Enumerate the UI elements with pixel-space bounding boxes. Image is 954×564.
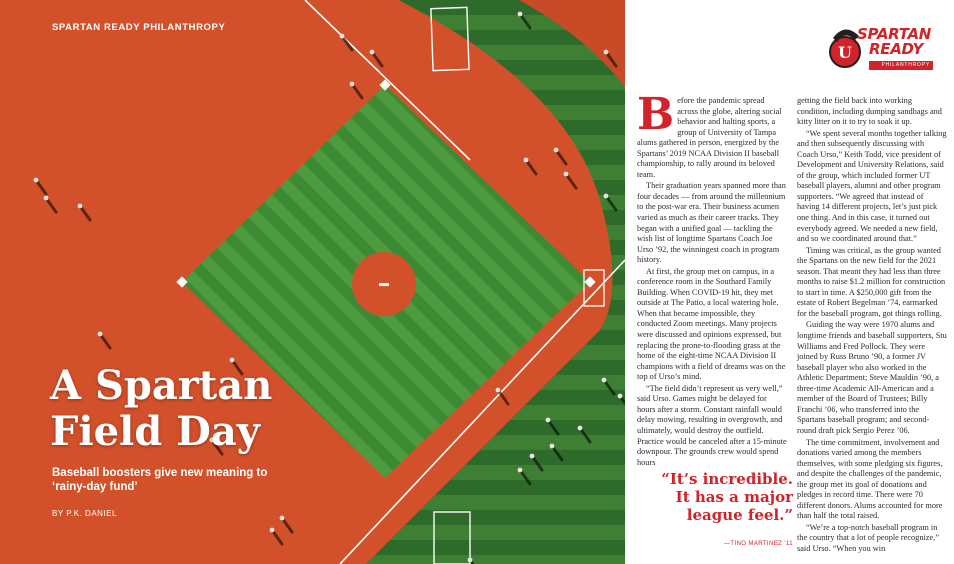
paragraph: “The field didn’t represent us very well,” said Urso. Games might be delayed for hours after a storm. Constant rainfall would delay mowing, resulting in overgrowth, and ultimately, would destroy the outfield. Practice would be canceled after a 15-minute downpour. The grounds crew would spend hours [637, 383, 787, 467]
player [554, 148, 559, 153]
paragraph: getting the field back into working condition, including dumping sandbags and kitty litter on it to try to soak it up. [797, 96, 942, 127]
article-headline: A Spartan Field Day [50, 362, 273, 455]
pull-quote: “It’s incredible. It has a major league feel.” [661, 470, 793, 524]
logo-word-ready: READY [869, 40, 924, 58]
paragraph: Their graduation years spanned more than four decades — from around the millennium to the post-war era. Their business acumen varied as much as their career tracks. They began with a unified goal — tackling the wish list of longtime Spartans Coach Joe Urso ’92, the winningest coach in program history. [637, 181, 786, 265]
section-tag: SPARTAN READY PHILANTHROPY [52, 22, 226, 33]
player [530, 454, 535, 459]
player [270, 528, 275, 533]
player [340, 34, 345, 39]
drop-cap: B [637, 89, 675, 140]
player [602, 378, 607, 383]
player [78, 204, 83, 209]
logo-word-spartan: SPARTAN [857, 25, 932, 43]
player [496, 388, 501, 393]
article-page [625, 0, 954, 564]
article-column-1 [637, 89, 787, 469]
player [578, 426, 583, 431]
paragraph: At first, the group met on campus, in a conference room in the Southard Family Building. When COVID-19 hit, they met outside at The Patio, a local watering hole. When that became impossible, they conducted Zoom meetings. Many projects were discussed and opinions expressed, but replacing the prone-to-flooding grass at the home of the eight-time NCAA Division II champions with a field of dreams was on the top of Urso’s mind. [637, 266, 786, 382]
article-column-2 [797, 96, 947, 556]
player [468, 558, 473, 563]
player [280, 516, 285, 521]
article-byline: BY P.K. DANIEL [52, 509, 117, 518]
paragraph: “We spent several months together talking and then subsequently discussing with Coach Urso,” Keith Todd, vice president of Development and University Relations, said of the group, which included former UT baseball players, alumni and other program supporters. “We agreed that instead of having 14 different projects, let’s just pick one thing. And in this case, it turned out everybody agreed. We needed a new field, and so we coordinated around that.” [797, 128, 947, 244]
paragraph: “We’re a top-notch baseball program in the country that a lot of people recognize,” said Urso. “When you win [797, 522, 939, 553]
player [550, 444, 555, 449]
paragraph: Guiding the way were 1970 alums and longtime friends and baseball supporters, Stu Williams and Fred Pollock. They were joined by Russ Bruno ’90, a former JV baseball player who also worked in the Athletic Department; Steve Mauldin ’90, a three-time Academic All-American and a member of the Board of Trustees; Billy Franchi ’06, who transferred into the Spartans baseball program; and second-round draft pick Sergio Perez ’06. [797, 320, 947, 435]
player [604, 50, 609, 55]
pitching-rubber [379, 283, 389, 286]
player [618, 394, 623, 399]
article-dek: Baseball boosters give new meaning to ‘rainy-day fund’ [52, 467, 268, 493]
paragraph: efore the pandemic spread across the globe, altering social behavior and halting sports, a group of University of Tampa alums gathered in person, energized by the Spartans’ 2019 NCAA Division II baseball championship, to rally around its beloved team. [637, 96, 782, 179]
player [564, 172, 569, 177]
player [370, 50, 375, 55]
player [546, 418, 551, 423]
player [34, 178, 39, 183]
player [518, 468, 523, 473]
spartan-ready-logo [825, 24, 937, 80]
paragraph: Timing was critical, as the group wanted the Spartans on the new field for the 2021 season. That meant they had less than three months to raise $1.2 million for construction to start in time. A $250,000 gift from the estate of Robert Begelman ’74, earmarked for the baseball program, got things rolling. [797, 245, 946, 318]
paragraph: The time commitment, involvement and donations varied among the members themselves, with some pledging six figures, and despite the challenges of the pandemic, the group met its goal of donations and pledges in record time. There were 70 different donors. Alums accounted for more than half the total raised. [797, 437, 943, 521]
player [44, 196, 49, 201]
player [524, 158, 529, 163]
player [350, 82, 355, 87]
player [604, 194, 609, 199]
emblem-letter: U [838, 43, 852, 62]
pull-quote-credit: —TINO MARTINEZ ’11 [724, 541, 793, 547]
player [518, 12, 523, 17]
logo-tagline: PHILANTHROPY [869, 61, 933, 70]
player [98, 332, 103, 337]
